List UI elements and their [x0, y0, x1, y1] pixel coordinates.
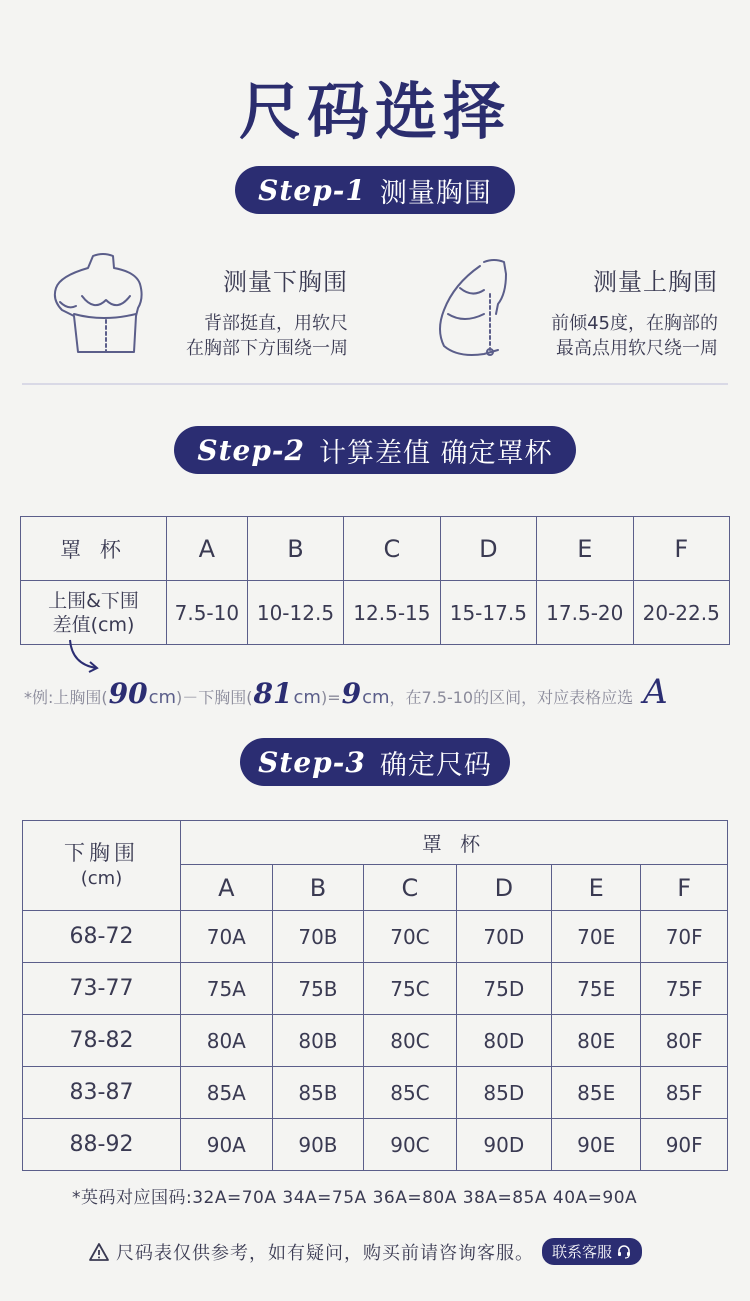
example-unit-2: cm — [293, 687, 321, 708]
cup-header-f: F — [633, 517, 730, 581]
step-1-label: Step-1 — [258, 173, 366, 207]
step-1-text: 测量胸围 — [379, 177, 492, 209]
size-cell: 70D — [456, 911, 552, 963]
contact-service-button[interactable] — [542, 1238, 642, 1265]
size-cell: 70A — [181, 911, 273, 963]
range-cell: 83-87 — [23, 1067, 181, 1119]
size-cell: 70E — [552, 911, 641, 963]
step-3-label: Step-3 — [258, 745, 366, 779]
measure-over-line2: 最高点用软尺绕一周 — [556, 338, 718, 359]
table-row — [23, 1015, 728, 1067]
size-cell: 85D — [456, 1067, 552, 1119]
cup-header-b: B — [247, 517, 343, 581]
size-cell: 75A — [181, 963, 273, 1015]
example-answer: A — [643, 672, 668, 712]
cup-table-header-row — [21, 517, 730, 581]
size-cell: 80E — [552, 1015, 641, 1067]
size-cell: 90D — [456, 1119, 552, 1171]
step-2-label: Step-2 — [197, 433, 306, 467]
size-cell: 70B — [272, 911, 364, 963]
size-cell: 85A — [181, 1067, 273, 1119]
under-bust-unit: (cm) — [80, 867, 123, 889]
example-unit-1: cm — [148, 687, 177, 708]
measure-over-title: 测量上胸围 — [593, 268, 718, 296]
step-1-banner — [235, 166, 515, 214]
measure-over-line1: 前倾45度，在胸部的 — [551, 313, 718, 334]
size-cup-header: 罩 杯 — [181, 821, 728, 865]
size-cell: 70C — [364, 911, 456, 963]
footer-text: 尺码表仅供参考，如有疑问，购买前请咨询客服。 — [116, 1242, 534, 1264]
cup-header-e: E — [537, 517, 633, 581]
size-cup-a: A — [181, 865, 273, 911]
range-cell: 68-72 — [23, 911, 181, 963]
size-cell: 85F — [641, 1067, 728, 1119]
diff-d: 15-17.5 — [440, 581, 536, 645]
diff-a: 7.5-10 — [167, 581, 248, 645]
step-3-text: 确定尺码 — [379, 749, 492, 781]
size-cup-f: F — [641, 865, 728, 911]
size-cell: 90A — [181, 1119, 273, 1171]
diff-b: 10-12.5 — [247, 581, 343, 645]
step-3-banner — [240, 738, 510, 786]
measure-under-title: 测量下胸围 — [223, 268, 348, 296]
size-cell: 80A — [181, 1015, 273, 1067]
example-text-4: ，在7.5-10的区间，对应表格应选 — [389, 688, 634, 707]
range-cell: 73-77 — [23, 963, 181, 1015]
size-cell: 75B — [272, 963, 364, 1015]
measure-under-bust — [150, 262, 348, 361]
cup-header-label: 罩 杯 — [21, 517, 167, 581]
example-text-3: )= — [320, 688, 341, 707]
cup-header-c: C — [344, 517, 440, 581]
diff-label-line2: 差值(cm) — [52, 613, 135, 636]
diff-c: 12.5-15 — [344, 581, 440, 645]
size-cell: 75F — [641, 963, 728, 1015]
cup-table — [20, 516, 730, 645]
size-cell: 85B — [272, 1067, 364, 1119]
example-unit-3: cm — [362, 687, 390, 708]
diff-label-line1: 上围&下围 — [48, 589, 139, 612]
page-title: 尺码选择 — [238, 75, 511, 148]
footer — [88, 1238, 642, 1265]
example-under-value: 81 — [253, 677, 293, 710]
size-table-header-row — [23, 821, 728, 865]
size-table — [22, 820, 728, 1171]
size-cell: 80C — [364, 1015, 456, 1067]
size-cell: 75C — [364, 963, 456, 1015]
example-diff-value: 9 — [341, 677, 362, 710]
example-calculation — [24, 672, 668, 712]
table-row — [23, 1067, 728, 1119]
step-2-banner — [174, 426, 576, 474]
size-cell: 85E — [552, 1067, 641, 1119]
cup-header-d: D — [440, 517, 536, 581]
size-cell: 75D — [456, 963, 552, 1015]
cup-table-diff-row — [21, 581, 730, 645]
example-text-1: *例:上胸围( — [24, 688, 108, 707]
measure-under-line1: 背部挺直，用软尺 — [204, 313, 348, 334]
under-bust-label: 下胸围 — [64, 840, 139, 865]
size-cell: 90E — [552, 1119, 641, 1171]
table-row — [23, 963, 728, 1015]
measure-under-line2: 在胸部下方围绕一周 — [186, 338, 348, 359]
warning-icon — [88, 1242, 110, 1262]
torso-under-bust-icon — [48, 250, 158, 360]
under-bust-header — [23, 821, 181, 911]
table-row — [23, 1119, 728, 1171]
cup-header-a: A — [167, 517, 248, 581]
size-cup-b: B — [272, 865, 364, 911]
measure-over-bust — [510, 262, 718, 361]
arrow-icon — [64, 638, 104, 676]
size-cell: 80B — [272, 1015, 364, 1067]
size-cell: 85C — [364, 1067, 456, 1119]
size-cell: 80F — [641, 1015, 728, 1067]
size-cell: 90F — [641, 1119, 728, 1171]
size-conversion-note: *英码对应国码:32A=70A 34A=75A 36A=80A 38A=85A 40A=90A — [72, 1188, 638, 1208]
step-2-text: 计算差值 确定罩杯 — [319, 437, 553, 469]
size-cell: 75E — [552, 963, 641, 1015]
diff-e: 17.5-20 — [537, 581, 633, 645]
size-cell: 80D — [456, 1015, 552, 1067]
size-cell: 70F — [641, 911, 728, 963]
size-cup-e: E — [552, 865, 641, 911]
example-text-2: )－下胸围( — [176, 688, 253, 707]
size-cell: 90B — [272, 1119, 364, 1171]
table-row — [23, 911, 728, 963]
diff-row-label — [21, 581, 167, 645]
contact-service-label: 联系客服 — [552, 1243, 613, 1261]
range-cell: 88-92 — [23, 1119, 181, 1171]
diff-f: 20-22.5 — [633, 581, 730, 645]
size-cell: 90C — [364, 1119, 456, 1171]
size-cup-c: C — [364, 865, 456, 911]
example-over-value: 90 — [108, 677, 148, 710]
range-cell: 78-82 — [23, 1015, 181, 1067]
size-cup-d: D — [456, 865, 552, 911]
headset-icon — [616, 1244, 632, 1260]
divider — [22, 383, 728, 385]
